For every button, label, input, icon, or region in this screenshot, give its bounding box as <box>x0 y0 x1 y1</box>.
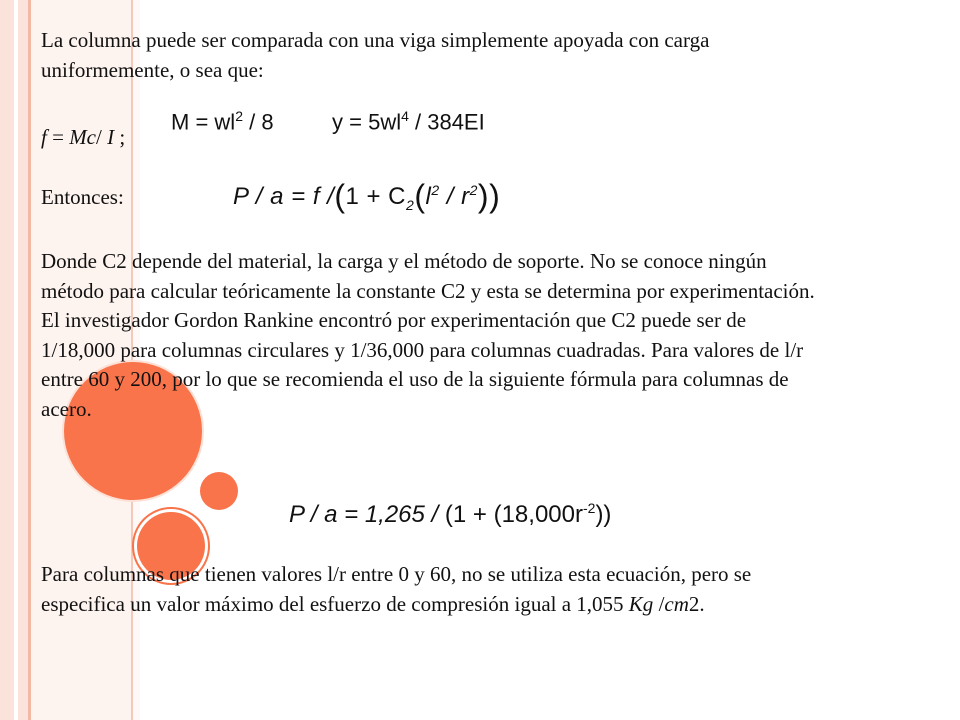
closing-end: 2. <box>688 591 705 616</box>
closing-text: Para columnas que tienen valores l/r entre 0 y 60, no se utiliza esta ecuación, pero se especifica un valor máximo del esfuerzo de compresión igual a 1,055 <box>41 562 752 616</box>
closing-paragraph <box>41 560 821 619</box>
moment-wl: wl <box>214 109 236 135</box>
rankine-close-paren: )) <box>477 178 501 214</box>
closing-cm: cm <box>664 591 689 616</box>
decor-stripe <box>0 0 14 720</box>
steel-close: )) <box>595 501 612 528</box>
steel-exponent: -2 <box>582 500 596 516</box>
rankine-l: l <box>425 183 432 210</box>
closing-kg: Kg <box>628 591 654 616</box>
deflection-equation <box>332 108 485 135</box>
deflection-exponent: 4 <box>401 108 409 124</box>
body-paragraph <box>41 247 821 424</box>
rankine-lhs: P / a = f / <box>233 183 335 210</box>
rankine-mid: / r <box>439 183 470 210</box>
decor-stripe <box>18 0 28 720</box>
body-text-2: El investigador Gordon Rankine encontró por experimentación que C2 puede ser de 1/18,000 para columnas circulares y 1/36,000 para columnas cuadradas. Para valores de l/r entre 60 y 200, por lo que se recomienda el uso de la siguiente fórmula para columnas de acero. <box>41 308 804 421</box>
flexure-f: f <box>41 125 47 149</box>
rankine-open-paren: ( <box>334 178 346 214</box>
moment-equation <box>171 108 274 135</box>
deflection-rest: / 384EI <box>408 109 485 135</box>
moment-equals: = <box>189 109 215 135</box>
rankine-equation <box>233 178 500 215</box>
closing-slash: / <box>653 591 665 616</box>
moment-exponent: 2 <box>235 108 243 124</box>
moment-rest: / 8 <box>242 109 274 135</box>
rankine-subscript: 2 <box>406 196 415 213</box>
moment-lhs: M <box>171 109 190 135</box>
deflection-equals: = <box>343 109 369 135</box>
rankine-r-exponent: 2 <box>469 182 478 198</box>
flexure-slash: / <box>96 125 108 149</box>
intro-paragraph: La columna puede ser comparada con una viga simplemente apoyada con carga uniformemente, o sea que: <box>41 28 710 82</box>
then-label: Entonces: <box>41 185 124 209</box>
steel-lhs: P / a = 1,265 / <box>289 501 445 528</box>
flexure-equals: = <box>46 125 70 149</box>
decor-circle-small <box>200 472 238 510</box>
flexure-mc: Mc <box>69 125 97 149</box>
deflection-coef: 5wl <box>368 109 402 135</box>
deflection-lhs: y <box>332 109 343 135</box>
rankine-open-paren-2: ( <box>414 178 426 214</box>
rankine-l-exponent: 2 <box>431 182 440 198</box>
steel-paren: (1 + (18,000r <box>444 501 583 528</box>
flexure-i: I <box>107 125 115 149</box>
flexure-semicolon: ; <box>114 125 126 149</box>
body-text-1: Donde C2 depende del material, la carga y el método de soporte. No se conoce ningún método para calcular teóricamente la constante C2 y esta se determina por experimentación. <box>41 249 815 303</box>
steel-equation <box>289 500 611 529</box>
rankine-one: 1 + C <box>345 183 407 210</box>
